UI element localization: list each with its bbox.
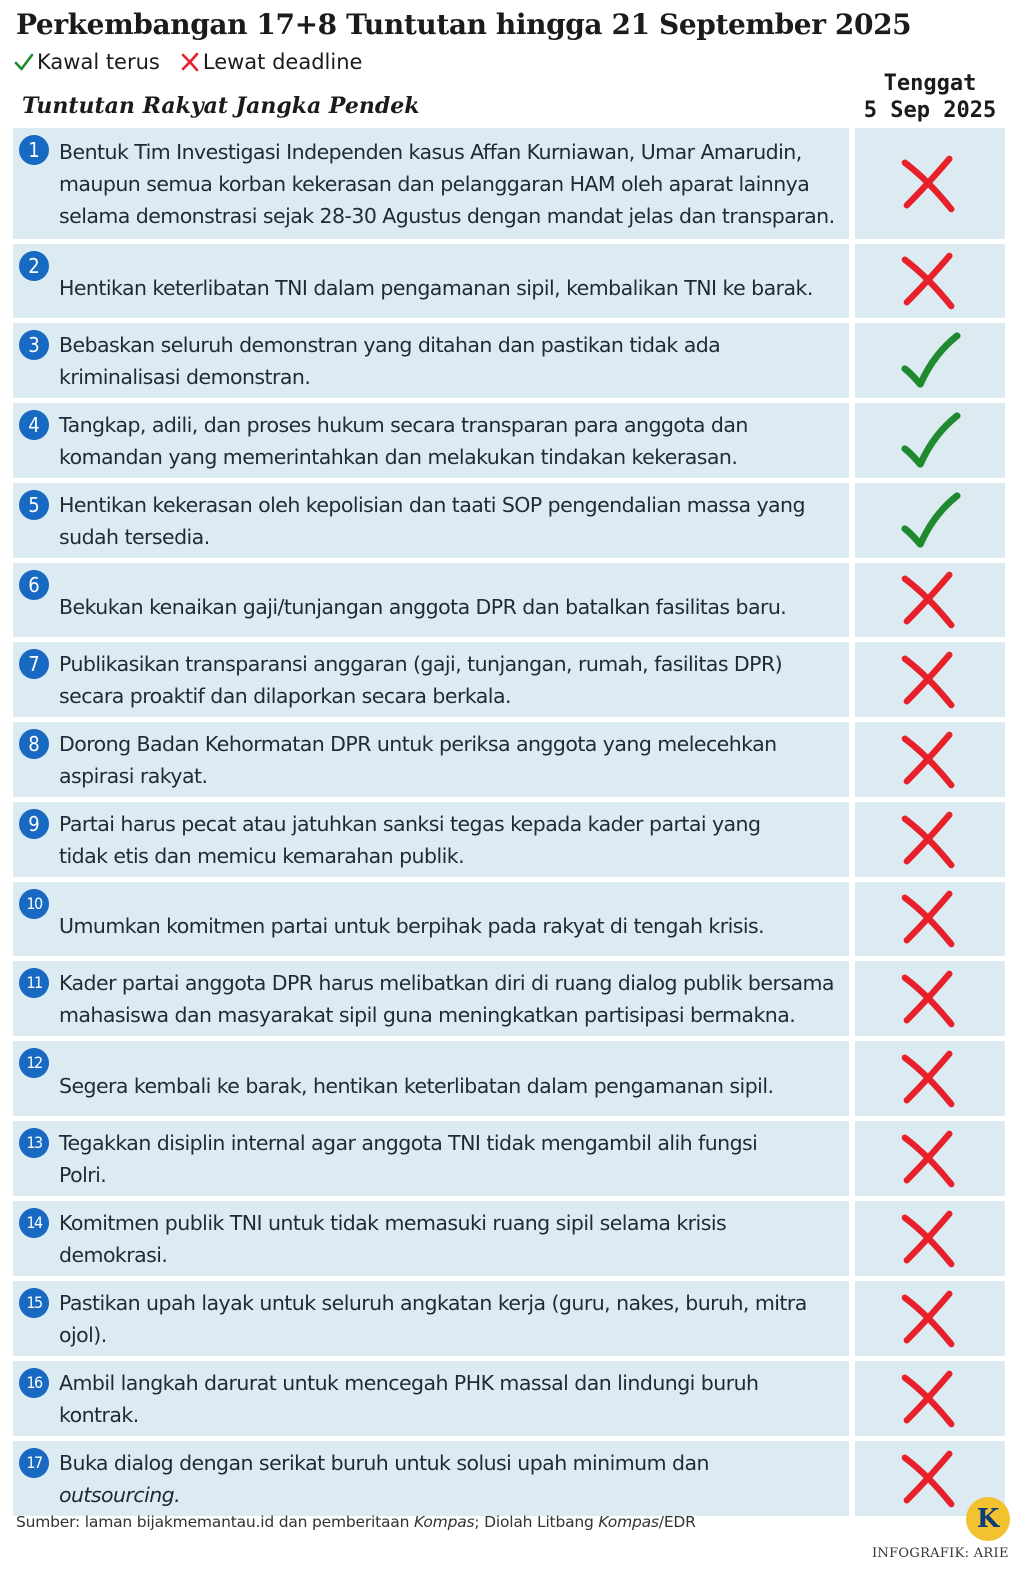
demand-status-cell — [855, 961, 1005, 1036]
demand-text-cell — [13, 323, 849, 398]
demand-number-badge: 4 — [19, 410, 49, 440]
legend-late-label: Lewat deadline — [202, 50, 363, 74]
demand-number-badge: 10 — [19, 889, 49, 919]
demand-number-badge: 17 — [19, 1448, 49, 1478]
source-middle: ; Diolah Litbang — [474, 1513, 599, 1531]
demand-text — [59, 1447, 709, 1511]
demand-status-cell — [855, 1201, 1005, 1276]
cross-icon — [899, 809, 961, 871]
demand-status-cell — [855, 563, 1005, 637]
demand-text-cell — [13, 882, 849, 956]
demand-text-cell — [13, 722, 849, 797]
demand-number-badge: 6 — [19, 570, 49, 600]
demand-text-line: kontrak. — [59, 1402, 139, 1427]
demand-text-cell — [13, 244, 849, 318]
cross-icon — [899, 1048, 961, 1110]
demand-text-cell — [13, 403, 849, 478]
demand-status-cell — [855, 483, 1005, 558]
source-kompas-2: Kompas — [598, 1513, 659, 1531]
demand-number-badge: 8 — [19, 729, 49, 759]
demand-text-line: aspirasi rakyat. — [59, 763, 208, 788]
demand-text — [59, 409, 748, 473]
demand-row — [13, 1201, 1005, 1276]
demand-text-line: secara proaktif dan dilaporkan secara berkala. — [59, 683, 511, 708]
demand-text-line: ojol). — [59, 1322, 107, 1347]
demand-text-cell — [13, 961, 849, 1036]
demand-text-line: Polri. — [59, 1162, 107, 1187]
demand-number-badge: 13 — [19, 1128, 49, 1158]
infographic-title: Perkembangan 17+8 Tuntutan hingga 21 September 2025 — [16, 8, 912, 41]
demand-row — [13, 128, 1005, 239]
demand-number-badge: 2 — [19, 251, 49, 281]
cross-icon — [899, 1448, 961, 1510]
demand-text-line: Partai harus pecat atau jatuhkan sanksi tegas kepada kader partai yang — [59, 811, 761, 836]
demand-text-line: Umumkan komitmen partai untuk berpihak pada rakyat di tengah krisis. — [59, 914, 765, 938]
demand-text-line: maupun semua korban kekerasan dan pelanggaran HAM oleh aparat lainnya — [59, 171, 810, 196]
demand-text-cell — [13, 1281, 849, 1356]
demand-number-badge: 9 — [19, 809, 49, 839]
demand-row — [13, 563, 1005, 637]
demand-row — [13, 1441, 1005, 1516]
demand-text-cell — [13, 1041, 849, 1116]
demand-text — [59, 808, 760, 872]
demand-text-line: Ambil langkah darurat untuk mencegah PHK massal dan lindungi buruh — [59, 1370, 759, 1395]
demand-text-line: outsourcing. — [59, 1482, 181, 1507]
demand-row — [13, 722, 1005, 797]
demand-status-cell — [855, 403, 1005, 478]
deadline-column-header — [856, 70, 1004, 124]
cross-icon — [899, 888, 961, 950]
deadline-header-line2: 5 Sep 2025 — [863, 98, 997, 123]
legend-keep-label: Kawal terus — [37, 50, 160, 74]
cross-icon — [899, 729, 961, 791]
demand-text-line: Pastikan upah layak untuk seluruh angkatan kerja (guru, nakes, buruh, mitra — [59, 1290, 807, 1315]
demand-text-line: Bentuk Tim Investigasi Independen kasus Affan Kurniawan, Umar Amarudin, — [59, 139, 802, 164]
source-prefix: Sumber: laman bijakmemantau.id dan pemberitaan — [16, 1513, 414, 1531]
demand-status-cell — [855, 1041, 1005, 1116]
demand-text — [59, 967, 834, 1031]
legend-late — [180, 50, 363, 74]
cross-icon — [899, 1208, 961, 1270]
legend-keep — [14, 50, 160, 74]
demands-table — [13, 128, 1005, 1521]
demand-text-cell — [13, 1441, 849, 1516]
demand-number-badge: 12 — [19, 1048, 49, 1078]
demand-row — [13, 802, 1005, 877]
demand-text-line: tidak etis dan memicu kemarahan publik. — [59, 843, 465, 868]
check-icon — [899, 490, 961, 552]
demand-row — [13, 642, 1005, 717]
demand-number-badge: 1 — [19, 135, 49, 165]
demand-text-line: Bebaskan seluruh demonstran yang ditahan dan pastikan tidak ada — [59, 332, 721, 357]
demand-row — [13, 1361, 1005, 1436]
demand-text-line: Hentikan keterlibatan TNI dalam pengamanan sipil, kembalikan TNI ke barak. — [59, 276, 813, 300]
demand-text-line: Hentikan kekerasan oleh kepolisian dan taati SOP pengendalian massa yang — [59, 492, 805, 517]
source-suffix: /EDR — [658, 1513, 696, 1531]
source-kompas-1: Kompas — [413, 1513, 475, 1531]
demand-text — [59, 1287, 807, 1351]
demand-text-cell — [13, 1201, 849, 1276]
demand-text-cell — [13, 1361, 849, 1436]
demand-text — [59, 1070, 773, 1102]
cross-icon — [899, 968, 961, 1030]
demand-status-cell — [855, 802, 1005, 877]
demand-row — [13, 1121, 1005, 1196]
cross-icon — [899, 153, 961, 215]
demand-text — [59, 910, 764, 942]
cross-icon — [180, 52, 200, 72]
demand-text-line: mahasiswa dan masyarakat sipil guna meningkatkan partisipasi bermakna. — [59, 1002, 796, 1027]
demand-status-cell — [855, 1121, 1005, 1196]
cross-icon — [899, 1288, 961, 1350]
demand-row — [13, 483, 1005, 558]
demand-status-cell — [855, 1281, 1005, 1356]
demand-status-cell — [855, 642, 1005, 717]
demand-number-badge: 15 — [19, 1288, 49, 1318]
cross-icon — [899, 569, 961, 631]
demand-text-line: Dorong Badan Kehormatan DPR untuk periksa anggota yang melecehkan — [59, 731, 777, 756]
demand-status-cell — [855, 323, 1005, 398]
demand-status-cell — [855, 1361, 1005, 1436]
demand-row — [13, 961, 1005, 1036]
demand-text — [59, 489, 805, 553]
kompas-logo: K — [966, 1497, 1010, 1541]
demand-text-line: selama demonstrasi sejak 28-30 Agustus dengan mandat jelas dan transparan. — [59, 203, 835, 228]
demand-text — [59, 728, 777, 792]
demand-text-cell — [13, 483, 849, 558]
demand-text-line: komandan yang memerintahkan dan melakukan tindakan kekerasan. — [59, 444, 738, 469]
demand-number-badge: 5 — [19, 490, 49, 520]
cross-icon — [899, 1128, 961, 1190]
demand-text-line: Segera kembali ke barak, hentikan keterlibatan dalam pengamanan sipil. — [59, 1073, 774, 1098]
demand-status-cell — [855, 882, 1005, 956]
cross-icon — [899, 250, 961, 312]
demand-row — [13, 1041, 1005, 1116]
demand-text-cell — [13, 642, 849, 717]
demand-text-cell — [13, 1121, 849, 1196]
demand-text-line: demokrasi. — [59, 1242, 168, 1267]
demand-row — [13, 1281, 1005, 1356]
check-icon — [14, 52, 34, 72]
demand-text-line: Kader partai anggota DPR harus melibatkan diri di ruang dialog publik bersama — [59, 970, 834, 995]
check-icon — [899, 410, 961, 472]
demand-text — [59, 329, 720, 393]
demand-text — [59, 1207, 726, 1271]
legend — [14, 47, 382, 77]
demand-number-badge: 3 — [19, 330, 49, 360]
demand-status-cell — [855, 722, 1005, 797]
cross-icon — [899, 1368, 961, 1430]
demand-row — [13, 323, 1005, 398]
demand-number-badge: 16 — [19, 1368, 49, 1398]
demand-number-badge: 14 — [19, 1208, 49, 1238]
demand-row — [13, 882, 1005, 956]
demand-number-badge: 11 — [19, 968, 49, 998]
demand-row — [13, 244, 1005, 318]
demand-text-line: sudah tersedia. — [59, 524, 210, 549]
deadline-header-line1: Tenggat — [883, 71, 977, 96]
demand-text — [59, 591, 786, 623]
infographic-credit: INFOGRAFIK: ARIE — [872, 1546, 1009, 1561]
demand-status-cell — [855, 128, 1005, 239]
demand-text-line: Komitmen publik TNI untuk tidak memasuki ruang sipil selama krisis — [59, 1210, 727, 1235]
check-icon — [899, 330, 961, 392]
demand-text-line: Tegakkan disiplin internal agar anggota TNI tidak mengambil alih fungsi — [59, 1130, 758, 1155]
demand-text — [59, 272, 813, 304]
demand-text — [59, 648, 782, 712]
demand-text-cell — [13, 802, 849, 877]
demand-text-line: Buka dialog dengan serikat buruh untuk solusi upah minimum dan — [59, 1450, 709, 1475]
demand-text-line: Bekukan kenaikan gaji/tunjangan anggota DPR dan batalkan fasilitas baru. — [59, 595, 787, 619]
cross-icon — [899, 649, 961, 711]
demand-text — [59, 136, 835, 232]
demand-text — [59, 1367, 758, 1431]
demand-text-cell — [13, 128, 849, 239]
source-note — [16, 1513, 696, 1531]
subheading: Tuntutan Rakyat Jangka Pendek — [22, 93, 420, 119]
demand-row — [13, 403, 1005, 478]
demand-text-line: kriminalisasi demonstran. — [59, 364, 311, 389]
demand-text-cell — [13, 563, 849, 637]
demand-status-cell — [855, 244, 1005, 318]
demand-text-line: Publikasikan transparansi anggaran (gaji, tunjangan, rumah, fasilitas DPR) — [59, 651, 783, 676]
demand-number-badge: 7 — [19, 649, 49, 679]
demand-text-line: Tangkap, adili, dan proses hukum secara transparan para anggota dan — [59, 412, 748, 437]
demand-text — [59, 1127, 757, 1191]
